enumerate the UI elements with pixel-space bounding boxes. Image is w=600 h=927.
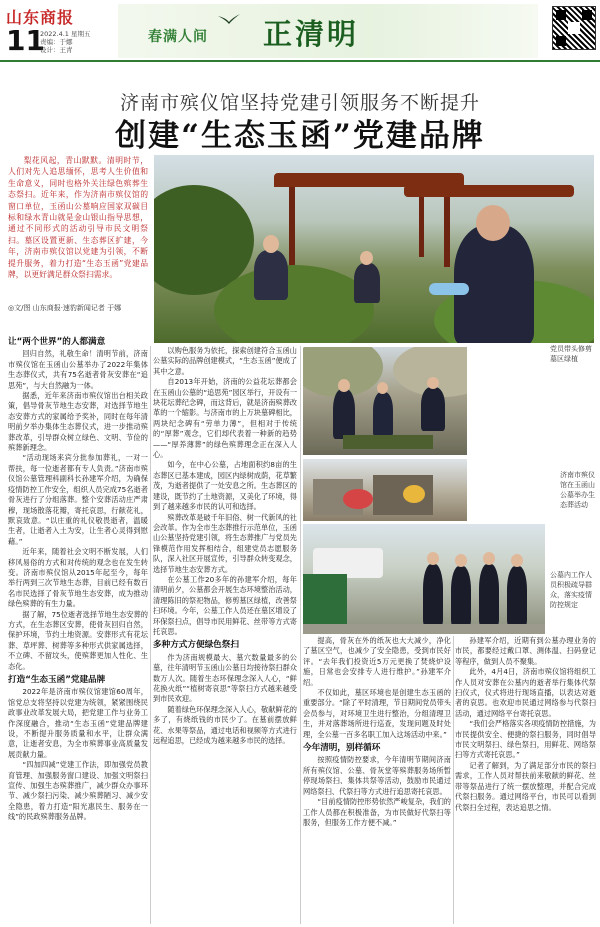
section-heading: 打造“生态玉函”党建品牌	[8, 675, 106, 685]
headline-subtitle: 济南市殡仪馆坚持党建引领服务不断提升	[119, 92, 480, 114]
section-subtitle: 春满人间	[148, 29, 208, 45]
paragraph: 近年来，随着社会文明不断发展，人们移风易俗的方式和对传统的观念也在发生转变。济南市殡仪馆从2015年起至今，每年举行两到三次节地生态葬，目前已经有数百名市民选择了骨灰节地生态安葬，成为推动绿色殡葬的有生力量。	[8, 547, 148, 609]
paragraph: 据了解，75位逝者选择节地生态安葬的方式，在生态葬区安葬，使骨灰回归自然，保护环境，节约土地资源。安葬形式有花坛葬、草坪葬、树葬等多种形式供家属选择，不立碑、不留坟头，使殡葬更加人性化、生态化。	[8, 609, 148, 671]
paragraph: 记者了解到，为了满足部分市民的祭扫需求，工作人员对帮扶前来敬献的鲜花、丝带等祭品进行了统一摆放整理，并配合完成代祭扫服务。通过网络平台，市民可以看到代祭扫全过程，表达追思之情。	[455, 760, 596, 812]
newspaper-name: 山东商报	[6, 8, 75, 27]
masthead	[0, 0, 600, 62]
photo-caption-2: 济南市殡仪馆在玉函山公墓举办生态葬活动	[560, 471, 595, 509]
paragraph: 孙建军介绍，近期有到公墓办理业务的市民，都要经过戴口罩、测体温、扫码登记等程序，做到人员不聚集。	[455, 636, 596, 666]
paragraph: 提高，骨灰在外的纸灰也大大减少，净化了墓区空气，也减少了安全隐患，受到市民好评。“去年我们投资近5万元更换了焚烧炉设施，日常也会安排专人进行维护。”孙建军介绍。	[303, 636, 451, 687]
article-column-2	[153, 346, 297, 924]
issue-info	[40, 30, 91, 54]
paragraph: “四加四减”党建工作法，即加强党员教育管理、加强服务窗口建设、加强文明祭扫宣传、加强生态殡葬推广，减少群众办事环节、减少祭扫污染、减少殡葬陋习、减少安全隐患，着力打造“阳光惠民生、服务在一线”的民政殡葬服务品牌。	[8, 760, 148, 822]
qr-code-icon[interactable]	[552, 6, 596, 50]
photo-tomb-flowers	[303, 459, 467, 521]
page-number: 11	[6, 24, 45, 57]
article-column-4	[455, 636, 596, 924]
swallow-icon	[218, 14, 240, 24]
photo-eco-burial	[303, 347, 467, 455]
paragraph: “活动现场来宾分批参加葬礼，一对一帮扶，每一位逝者都有专人负责。”济南市殡仪馆公墓管理科副科长孙建军介绍，为确保疫情防控工作安全，组织人员完成75名逝者骨灰进行了分组落葬。整个安葬活动庄严肃穆，现场散落花瓣，寄托哀思，行献花礼，默哀致意。“以庄重的礼仪敬畏逝者，温暖生者，让逝者入土为安，让生者心灵得到慰藉。”	[8, 453, 148, 546]
column-divider	[453, 636, 454, 924]
paragraph: “我们会严格落实各项疫情防控措施，为市民提供安全、便捷的祭扫服务，同时倡导市民文明祭扫、绿色祭扫，用鲜花、网络祭扫等方式寄托哀思。”	[455, 719, 596, 760]
paragraph: 此外，4月4日，济南市殡仪馆将组织工作人员对安葬在公墓内的逝者举行集体代祭扫仪式，仪式将进行现场直播，以表达对逝者的哀思。也欢迎市民通过网络参与代祭扫活动，通过网络平台寄托哀思。	[455, 667, 596, 718]
lead-paragraph: 梨花风起，青山默默。清明时节，人们对先人追思缅怀，思考人生价值和生命意义，同时也格外关注绿色殡葬生态祭扫。近年来，作为济南市殡仪馆的窗口单位，玉函山公墓响应国家双碳目标和绿水青山就是金山银山指导思想，通过不同形式的活动引导市民文明祭扫。墓区设置更新、生态葬区扩建，今年，济南市殡仪馆以党建为引领，不断提升服务，着力打造“生态玉函”党建品牌，以更好满足群众祭扫需求。	[8, 156, 148, 280]
paragraph: 自2013年开始，济南的公益花坛葬都会在玉函山公墓的“追思苑”园区举行，开设有一块花坛葬纪念碑，而这背后，就是济南殡葬改革的一个缩影。与济南市的上万块墓碑相比，两块纪念碑有“劳单力薄”，但相对于传统的“厚葬”观念，它们却代表着一种新的趋势——“厚养薄葬”的绿色殡葬理念正在深入人心。	[153, 377, 297, 460]
paragraph: 以购色服务为依托，探索创建符合玉函山公墓实际的品牌创建模式，“生态玉函”便成了其中之意。	[153, 346, 297, 376]
paragraph: 如今，在中心公墓，占地面积约8亩的生态葬区已基本建成，园区内绿树成荫，花草繁茂，为逝者提供了一处安息之所。生态葬区的建设，既节约了土地资源，又美化了环境，得到了越来越多市民的认可和选择。	[153, 460, 297, 512]
paragraph: 殡葬改革是破千年旧俗、树一代新风的社会改革。作为全市生态葬推行示范单位，玉函山公墓坚持党建引领，将生态葬推广与党员先锋模范作用发挥相结合，组建党员志愿服务队，深入社区开展宣传，引导群众转变观念，选择节地生态安葬方式。	[153, 512, 297, 574]
headline-main: 创建“生态玉函”党建品牌	[115, 118, 485, 154]
article-column-1	[8, 334, 148, 924]
paragraph: 据悉，近年来济南市殡仪馆出台相关政策，倡导骨灰节地生态安葬，对选择节地生态安葬方式的家属给予奖补，同时在每年清明前夕举办集体生态葬仪式，进一步推动殡葬改革，引导群众树立绿色、文明、节俭的殡葬新理念。	[8, 391, 148, 453]
paragraph: 2022年是济南市殡仪馆建馆60周年，馆党总支将坚持以党建为统领，紧紧围绕民政事业改革发展大局，把党建工作与业务工作深度融合，推动“生态玉函”党建品牌建设，不断提升服务质量和水平，让群众满意，让逝者安息，为全市殡葬事业高质量发展贡献力量。	[8, 687, 148, 759]
paragraph: 回归自然，礼敬生命！清明节前，济南市殡仪馆在玉函山公墓举办了2022年集体生态葬仪式，共有75名逝者骨灰安葬在“追思苑”，与大自然融为一体。	[8, 349, 148, 390]
designer-credit: 设计：王青	[40, 46, 73, 54]
section-title: 正清明	[263, 17, 360, 51]
section-heading: 多种方式方便绿色祭扫	[153, 640, 239, 651]
section-heading: 让“两个世界”的人都满意	[8, 337, 106, 347]
column-divider	[300, 346, 301, 924]
section-banner	[118, 4, 538, 58]
column-divider	[150, 346, 151, 924]
byline: ◎文/图 山东商报·速豹新闻记者 于娜	[8, 304, 122, 312]
article-column-3	[303, 636, 451, 924]
photo-caption-1: 党员带头修剪墓区绿植	[550, 345, 592, 363]
issue-date: 2022.4.1 星期五	[40, 30, 91, 38]
paragraph: 作为济南规模最大、墓穴数量最多的公墓，往年清明节玉函山公墓日均接待祭扫群众数万人次。随着生态环保理念深入人心，“鲜花换火纸”“植树寄哀思”等祭扫方式越来越受到市民欢迎。	[153, 652, 297, 704]
paragraph: 不仅如此，墓区环境也是创建生态玉函的重要部分。“除了平时清理，节日期间党员带头会员参与，对环境卫生进行整治，分组清理卫生，并对落葬场所进行巡查，发现问题及时处理，全公墓一百多名职工加入这场活动中来。”	[303, 688, 451, 739]
paragraph: 按照疫情防控要求，今年清明节期间济南所有殡仪馆、公墓、骨灰堂等殡葬服务场所暂停现场祭扫、集体共祭等活动，鼓励市民通过网络祭扫、代祭扫等方式进行追思寄托哀思。	[303, 755, 451, 796]
section-heading: 今年清明，别样循环	[303, 743, 381, 754]
paragraph: “目前疫情防控形势依然严峻复杂，我们的工作人员都在积极准备，为市民做好代祭扫等服务，但服务工作方便不减。”	[303, 797, 451, 827]
paragraph: 在公墓工作20多年的孙建军介绍，每年清明前夕，公墓都会开展生态环境整治活动，清理陈旧的祭祀物品，修剪墓区绿植，改善祭扫环境。今年，公墓工作人员还在墓区增设了环保祭扫点，倡导市民用鲜花、丝带等方式寄托哀思。	[153, 574, 297, 636]
photo-pruning-greenery	[154, 155, 594, 343]
photo-caption-3: 公墓内工作人员积极疏导群众，落实疫情防控规定	[550, 571, 592, 609]
editor-credit: 责编：于娜	[40, 38, 73, 46]
paragraph: 随着绿色环保理念深入人心，敬献鲜花的多了，有烧纸钱的市民少了。在墓前摆放鲜花、水果等祭品，通过电话和视频等方式进行远程追思，已经成为越来越多市民的选择。	[153, 704, 297, 746]
photo-staff-guidance	[303, 524, 545, 634]
